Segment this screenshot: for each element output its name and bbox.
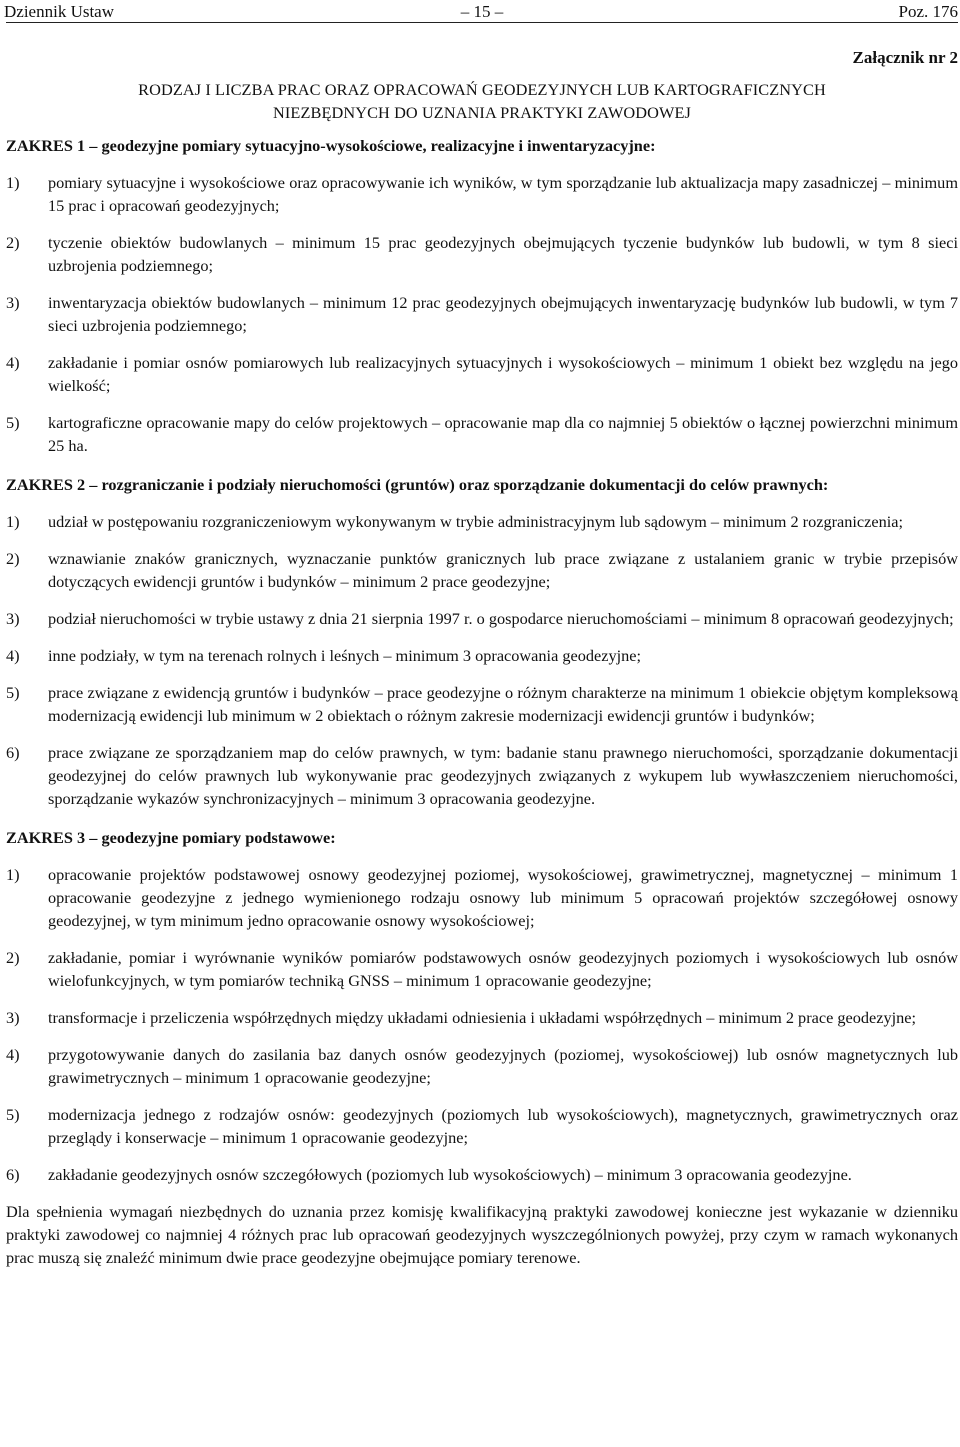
title-line-2: NIEZBĘDNYCH DO UZNANIA PRAKTYKI ZAWODOWEJ (273, 103, 691, 122)
list-item (6, 351, 958, 397)
position-number: Poz. 176 (898, 2, 958, 21)
zakres-2-heading: ZAKRES 2 – rozgraniczanie i podziały nieruchomości (gruntów) oraz sporządzanie dokumentacji do celów prawnych: (6, 475, 829, 494)
item-text: modernizacja jednego z rodzajów osnów: geodezyjnych (poziomych lub wysokościowych), magnetycznych, grawimetrycznych oraz przeglądy i konserwacje – minimum 1 opracowanie geodezyjne; (48, 1105, 958, 1147)
item-text: opracowanie projektów podstawowej osnowy geodezyjnej poziomej, wysokościowej, grawimetrycznej, magnetycznej – minimum 1 opracowanie geodezyjne z jednego wymienionego rodzaju osnowy lub minimum 5 opracowań projektów szczegółowej osnowy geodezyjnej, w tym minimum jedno opracowanie osnowy wysokościowej; (48, 865, 958, 930)
list-item (6, 231, 958, 277)
page-header (6, 0, 958, 23)
item-text: przygotowywanie danych do zasilania baz danych osnów geodezyjnych (poziomej, wysokościowej) lub osnów magnetycznych lub grawimetrycznych – minimum 1 opracowanie geodezyjne; (48, 1045, 958, 1087)
item-number: 5) (6, 1105, 20, 1124)
list-item (6, 644, 958, 667)
item-number: 5) (6, 683, 20, 702)
list-item (6, 1163, 958, 1186)
page-number: – 15 – (460, 2, 504, 21)
item-text: kartograficzne opracowanie mapy do celów projektowych – opracowanie map dla co najmniej 5 obiektów o łącznej powierzchni minimum 25 ha. (48, 413, 958, 455)
item-number: 2) (6, 549, 20, 568)
zakres-3-heading: ZAKRES 3 – geodezyjne pomiary podstawowe: (6, 828, 336, 847)
list-item (6, 946, 958, 992)
item-number: 6) (6, 1165, 20, 1184)
list-item (6, 1043, 958, 1089)
item-number: 2) (6, 948, 20, 967)
item-text: tyczenie obiektów budowlanych – minimum 15 prac geodezyjnych obejmujących tyczenie budynków lub budowli, w tym 8 sieci uzbrojenia podziemnego; (48, 233, 958, 275)
document-title (6, 78, 958, 124)
journal-name: Dziennik Ustaw (4, 2, 115, 21)
list-item (6, 741, 958, 810)
item-number: 6) (6, 743, 20, 762)
item-text: podział nieruchomości w trybie ustawy z dnia 21 sierpnia 1997 r. o gospodarce nieruchomościami – minimum 8 opracowań geodezyjnych; (48, 609, 954, 628)
item-number: 3) (6, 1008, 20, 1027)
zakres-1-heading: ZAKRES 1 – geodezyjne pomiary sytuacyjno-wysokościowe, realizacyjne i inwentaryzacyjne: (6, 136, 656, 155)
item-number: 4) (6, 1045, 20, 1064)
item-text: zakładanie geodezyjnych osnów szczegółowych (poziomych lub wysokościowych) – minimum 3 opracowania geodezyjne. (48, 1165, 852, 1184)
list-item (6, 411, 958, 457)
list-item (6, 171, 958, 217)
list-item (6, 607, 958, 630)
title-line-1: RODZAJ I LICZBA PRAC ORAZ OPRACOWAŃ GEODEZYJNYCH LUB KARTOGRAFICZNYCH (138, 80, 826, 99)
item-text: inwentaryzacja obiektów budowlanych – minimum 12 prac geodezyjnych obejmujących inwentaryzację budynków lub budowli, w tym 7 sieci uzbrojenia podziemnego; (48, 293, 958, 335)
list-item (6, 510, 958, 533)
item-number: 2) (6, 233, 20, 252)
list-item (6, 1006, 958, 1029)
item-text: transformacje i przeliczenia współrzędnych między układami odniesienia i układami współrzędnych – minimum 2 prace geodezyjne; (48, 1008, 917, 1027)
closing-paragraph: Dla spełnienia wymagań niezbędnych do uznania przez komisję kwalifikacyjną praktyki zawodowej konieczne jest wykazanie w dzienniku praktyki zawodowej co najmniej 4 różnych prac lub opracowań geodezyjnych wyszczególnionych powyżej, przy czym w ramach wykonanych prac muszą się znaleźć minimum dwie prace geodezyjne obejmujące pomiary terenowe. (6, 1202, 958, 1267)
annex-label: Załącznik nr 2 (852, 48, 958, 67)
item-text: zakładanie i pomiar osnów pomiarowych lub realizacyjnych sytuacyjnych i wysokościowych – minimum 1 obiekt bez względu na jego wielkość; (48, 353, 958, 395)
item-text: inne podziały, w tym na terenach rolnych i leśnych – minimum 3 opracowania geodezyjne; (48, 646, 642, 665)
document-page (6, 0, 958, 1269)
list-item (6, 1103, 958, 1149)
list-item (6, 291, 958, 337)
item-number: 3) (6, 293, 20, 312)
item-number: 3) (6, 609, 20, 628)
item-number: 4) (6, 353, 20, 372)
item-text: pomiary sytuacyjne i wysokościowe oraz opracowywanie ich wyników, w tym sporządzanie lub aktualizacja mapy zasadniczej – minimum 15 prac i opracowań geodezyjnych; (48, 173, 958, 215)
item-number: 1) (6, 512, 20, 531)
list-item (6, 681, 958, 727)
item-number: 1) (6, 173, 20, 192)
item-text: udział w postępowaniu rozgraniczeniowym wykonywanym w trybie administracyjnym lub sądowym – minimum 2 rozgraniczenia; (48, 512, 904, 531)
list-item (6, 863, 958, 932)
item-text: prace związane ze sporządzaniem map do celów prawnych, w tym: badanie stanu prawnego nieruchomości, sporządzanie dokumentacji geodezyjnej do celów prawnych lub wykonywanie prac geodezyjnych związanych z wykupem lub wywłaszczeniem nieruchomości, sporządzanie wykazów synchronizacyjnych – minimum 3 opracowania geodezyjne. (48, 743, 958, 808)
item-text: wznawianie znaków granicznych, wyznaczanie punktów granicznych lub prace związane z ustalaniem granic w trybie przepisów dotyczących ewidencji gruntów i budynków – minimum 2 prace geodezyjne; (48, 549, 958, 591)
item-number: 5) (6, 413, 20, 432)
item-text: zakładanie, pomiar i wyrównanie wyników pomiarów podstawowych osnów geodezyjnych poziomych i wysokościowych lub osnów wielofunkcyjnych, w tym pomiarów techniką GNSS – minimum 1 opracowanie geodezyjne; (48, 948, 958, 990)
item-text: prace związane z ewidencją gruntów i budynków – prace geodezyjne o różnym charakterze na minimum 1 obiekcie objętym kompleksową modernizacją ewidencji lub minimum w 2 obiektach o różnym zakresie modernizacji ewidencji gruntów i budynków; (48, 683, 958, 725)
list-item (6, 547, 958, 593)
item-number: 4) (6, 646, 20, 665)
item-number: 1) (6, 865, 20, 884)
